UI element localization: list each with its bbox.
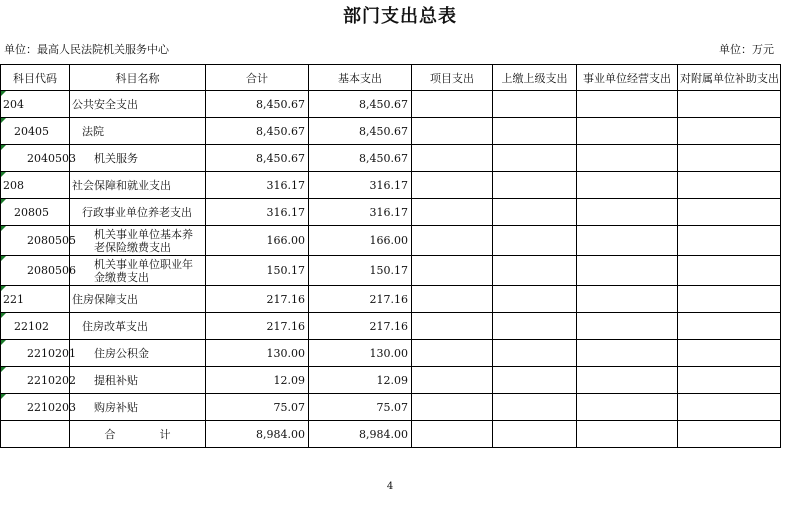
affiliate-subsidy-value [678,118,781,145]
subject-code: 2040503 [1,145,70,172]
subject-code: 2080506 [1,256,70,286]
affiliate-subsidy-value [678,145,781,172]
subject-code: 20405 [1,118,70,145]
upper-remit-value [493,91,577,118]
total-value: 130.00 [206,340,309,367]
total-code [1,421,70,448]
basic-value: 8,450.67 [309,145,412,172]
header-business-operation: 事业单位经营支出 [577,65,678,91]
page-number: 4 [386,481,394,492]
subject-name: 机关事业单位基本养老保险缴费支出 [70,226,206,256]
subject-name: 住房公积金 [70,340,206,367]
unit-name-label: 单位：最高人民法院机关服务中心 [4,43,169,56]
business-operation-value [577,226,678,256]
total-row [1,421,781,448]
upper-remit-value [493,313,577,340]
header-affiliate-subsidy: 对附属单位补助支出 [678,65,781,91]
subject-name: 社会保障和就业支出 [70,172,206,199]
upper-remit-value [493,226,577,256]
subject-name: 行政事业单位养老支出 [70,199,206,226]
project-value [412,340,493,367]
project-value [412,91,493,118]
upper-remit-value [493,367,577,394]
subject-code: 20805 [1,199,70,226]
subject-name: 购房补贴 [70,394,206,421]
basic-value: 150.17 [309,256,412,286]
business-operation-value [577,286,678,313]
grand-business-operation-value [577,421,678,448]
affiliate-subsidy-value [678,313,781,340]
table-row [1,199,781,226]
upper-remit-value [493,394,577,421]
affiliate-subsidy-value [678,394,781,421]
grand-total-value: 8,984.00 [206,421,309,448]
affiliate-subsidy-value [678,286,781,313]
subject-name: 住房改革支出 [70,313,206,340]
total-value: 8,450.67 [206,91,309,118]
project-value [412,286,493,313]
upper-remit-value [493,256,577,286]
subject-name: 法院 [70,118,206,145]
subject-name: 提租补贴 [70,367,206,394]
basic-value: 166.00 [309,226,412,256]
upper-remit-value [493,118,577,145]
total-value: 12.09 [206,367,309,394]
affiliate-subsidy-value [678,226,781,256]
grand-project-value [412,421,493,448]
header-name: 科目名称 [70,65,206,91]
subject-name: 住房保障支出 [70,286,206,313]
basic-value: 217.16 [309,286,412,313]
currency-unit-label: 单位：万元 [719,43,774,56]
project-value [412,226,493,256]
header-project: 项目支出 [412,65,493,91]
basic-value: 130.00 [309,340,412,367]
basic-value: 217.16 [309,313,412,340]
subject-code: 2210203 [1,394,70,421]
business-operation-value [577,313,678,340]
grand-affiliate-subsidy-value [678,421,781,448]
header-upper-remit: 上缴上级支出 [493,65,577,91]
table-header-row [1,65,781,91]
affiliate-subsidy-value [678,367,781,394]
subject-name: 公共安全支出 [70,91,206,118]
project-value [412,256,493,286]
project-value [412,199,493,226]
expenditure-table [0,64,781,448]
total-value: 150.17 [206,256,309,286]
affiliate-subsidy-value [678,199,781,226]
project-value [412,145,493,172]
subject-code: 22102 [1,313,70,340]
page-title: 部门支出总表 [343,6,457,27]
grand-basic-value: 8,984.00 [309,421,412,448]
table-row [1,226,781,256]
total-value: 75.07 [206,394,309,421]
total-value: 8,450.67 [206,145,309,172]
total-label [70,421,206,448]
business-operation-value [577,394,678,421]
table-row [1,91,781,118]
basic-value: 8,450.67 [309,118,412,145]
table-row [1,367,781,394]
header-basic: 基本支出 [309,65,412,91]
upper-remit-value [493,145,577,172]
business-operation-value [577,256,678,286]
basic-value: 12.09 [309,367,412,394]
project-value [412,313,493,340]
subject-code: 204 [1,91,70,118]
total-value: 316.17 [206,199,309,226]
subject-name: 机关服务 [70,145,206,172]
header-total: 合计 [206,65,309,91]
grand-upper-remit-value [493,421,577,448]
basic-value: 316.17 [309,172,412,199]
total-value: 166.00 [206,226,309,256]
business-operation-value [577,172,678,199]
subject-code: 2210201 [1,340,70,367]
table-row [1,340,781,367]
basic-value: 75.07 [309,394,412,421]
subject-code: 221 [1,286,70,313]
total-value: 316.17 [206,172,309,199]
basic-value: 316.17 [309,199,412,226]
total-value: 217.16 [206,286,309,313]
business-operation-value [577,145,678,172]
total-value: 8,450.67 [206,118,309,145]
affiliate-subsidy-value [678,172,781,199]
project-value [412,394,493,421]
table-row [1,172,781,199]
table-row [1,118,781,145]
project-value [412,118,493,145]
total-label-part-2: 计 [159,428,171,441]
affiliate-subsidy-value [678,256,781,286]
header-code: 科目代码 [1,65,70,91]
affiliate-subsidy-value [678,91,781,118]
upper-remit-value [493,172,577,199]
business-operation-value [577,199,678,226]
upper-remit-value [493,340,577,367]
table-row [1,256,781,286]
project-value [412,367,493,394]
affiliate-subsidy-value [678,340,781,367]
project-value [412,172,493,199]
upper-remit-value [493,286,577,313]
upper-remit-value [493,199,577,226]
business-operation-value [577,118,678,145]
business-operation-value [577,367,678,394]
subject-code: 2210202 [1,367,70,394]
total-value: 217.16 [206,313,309,340]
subject-name: 机关事业单位职业年金缴费支出 [70,256,206,286]
table-row [1,313,781,340]
basic-value: 8,450.67 [309,91,412,118]
business-operation-value [577,91,678,118]
subject-code: 2080505 [1,226,70,256]
table-row [1,145,781,172]
business-operation-value [577,340,678,367]
total-label-part-1: 合 [104,428,116,441]
table-row [1,286,781,313]
table-row [1,394,781,421]
subject-code: 208 [1,172,70,199]
